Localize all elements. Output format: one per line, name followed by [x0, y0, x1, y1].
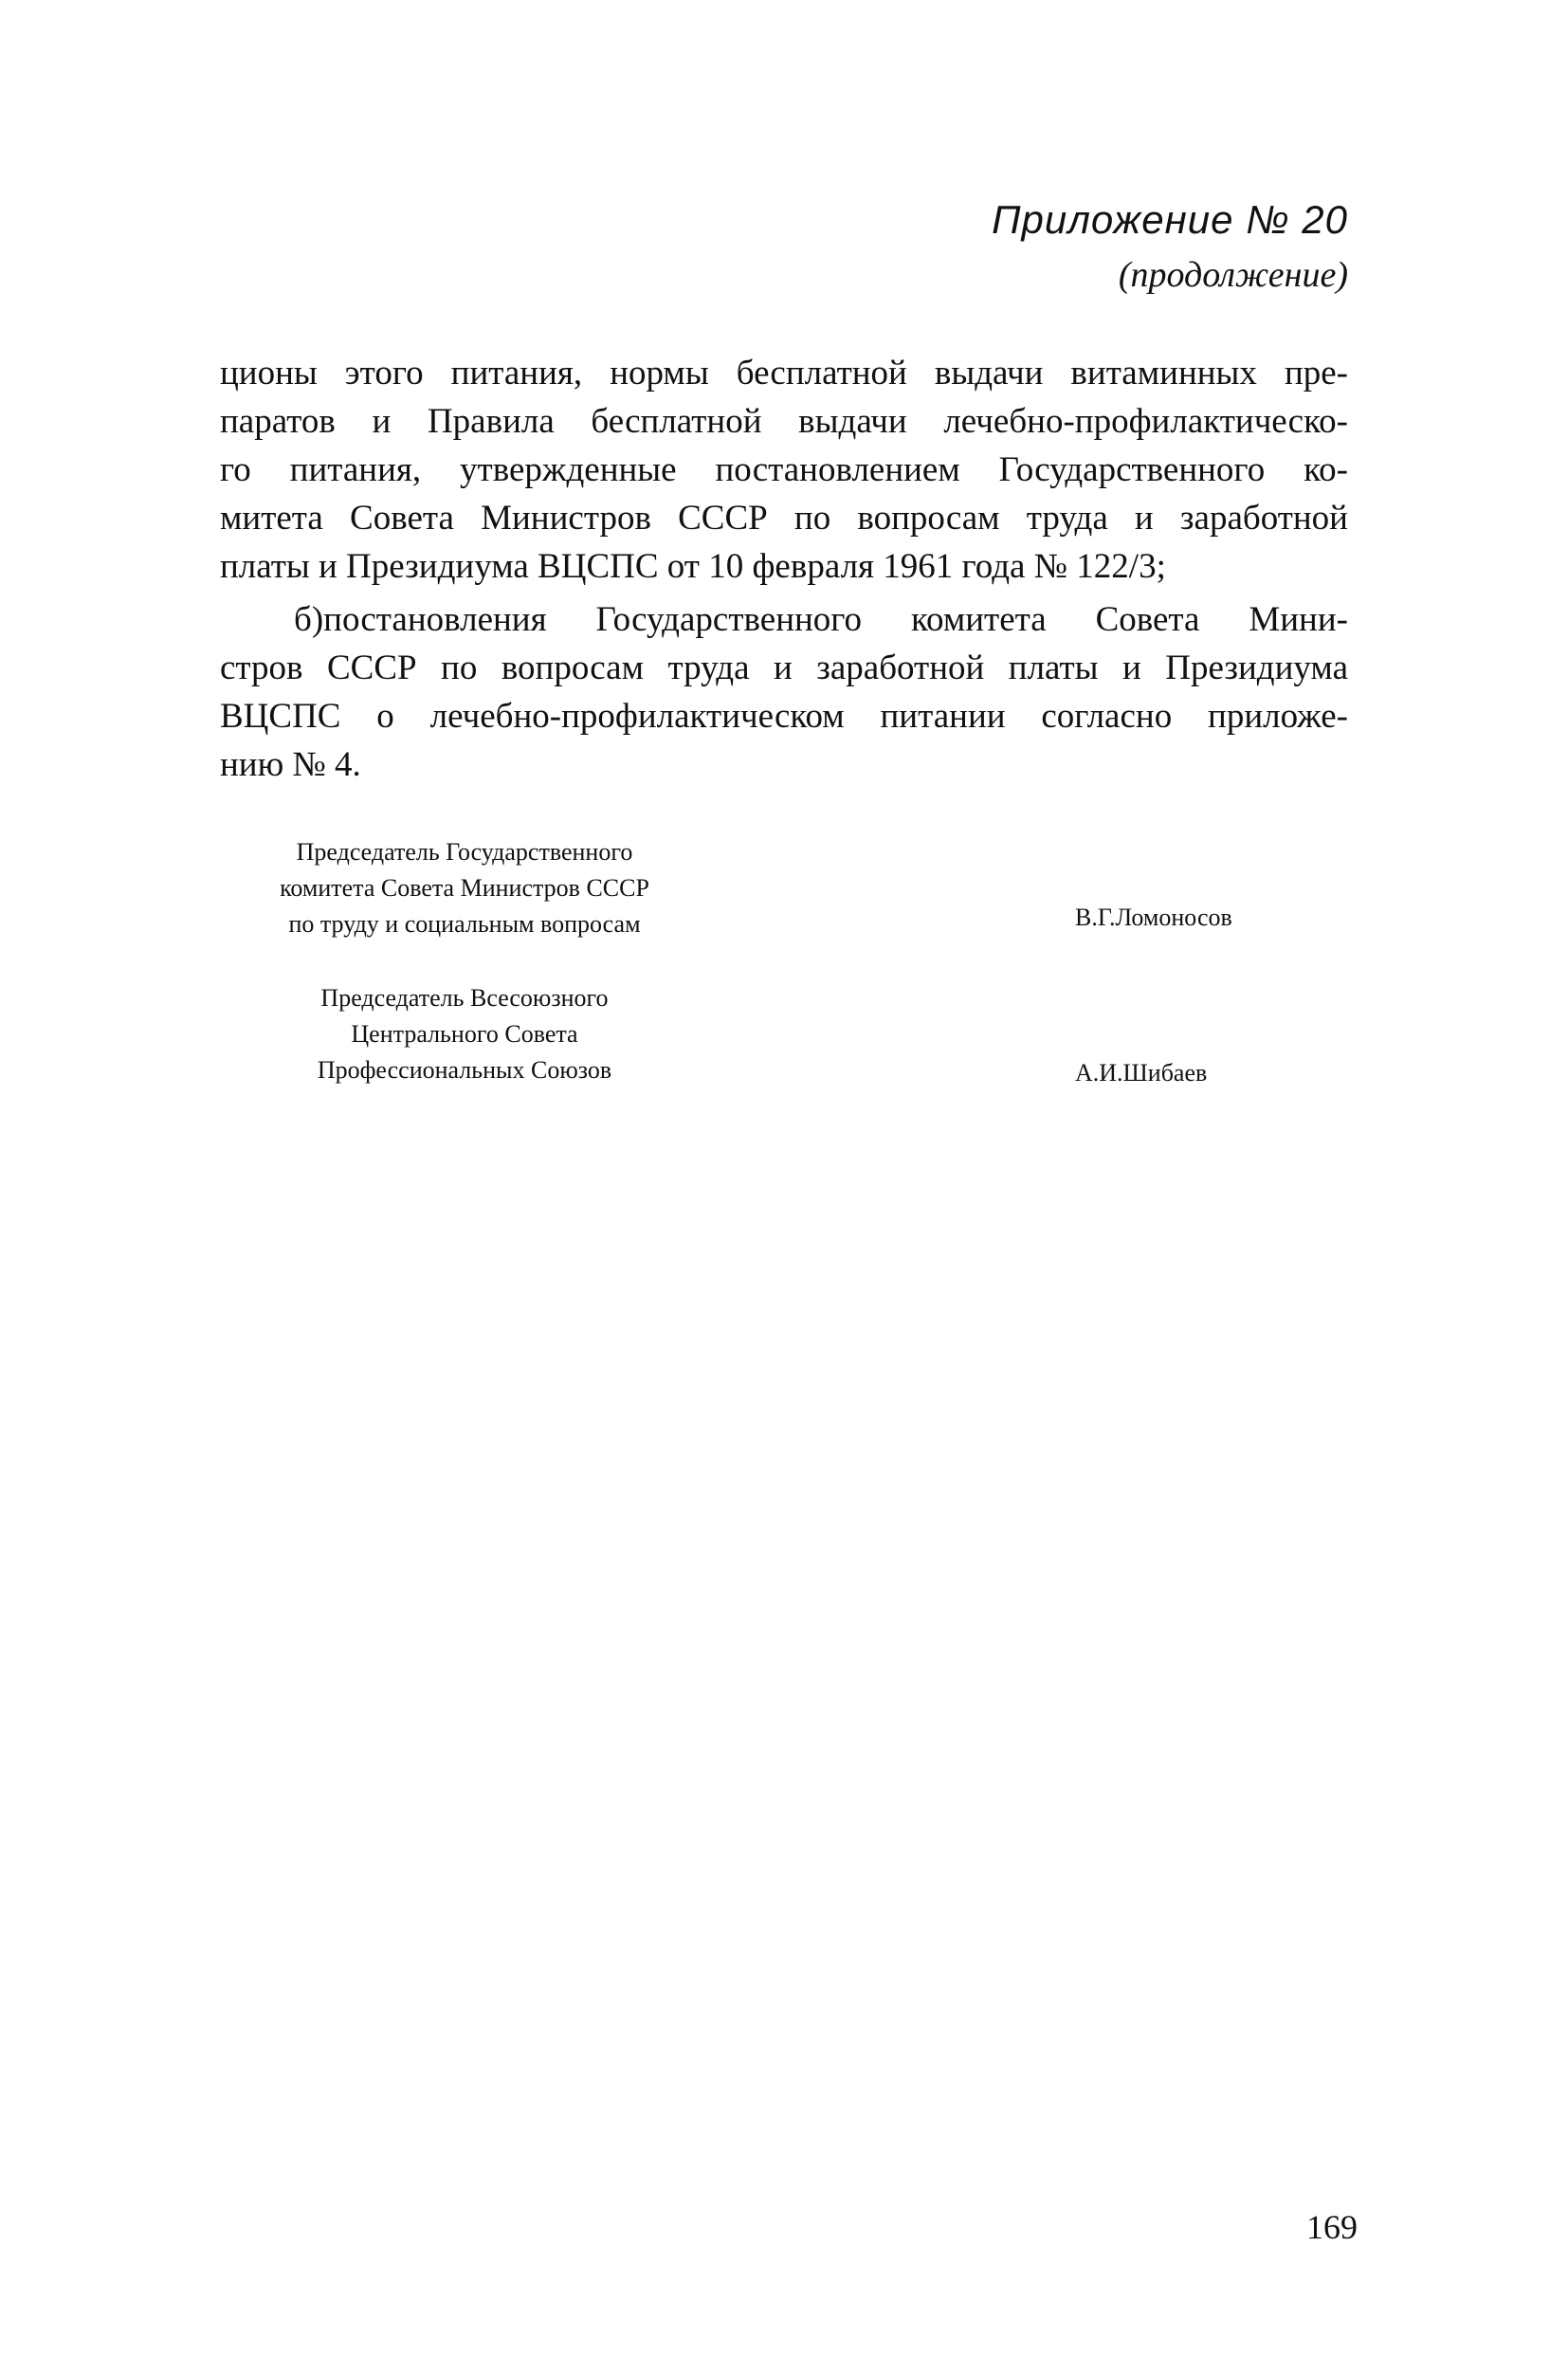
signatory-title-line: Председатель Всесоюзного — [320, 984, 609, 1012]
paragraph-continued — [220, 349, 1348, 591]
signatory-title-line: Профессиональных Союзов — [317, 1056, 612, 1084]
appendix-continuation: (продолжение) — [1118, 255, 1348, 295]
signatory-2-name: А.И.Шибаев — [1075, 1059, 1208, 1087]
paragraph-line: ционы этого питания, нормы бесплатной выдачи витаминных пре- — [220, 354, 1348, 393]
appendix-title: Приложение № 20 — [992, 197, 1348, 242]
paragraph-line: митета Совета Министров СССР по вопросам труда и заработной — [220, 499, 1348, 538]
signatory-title-line: комитета Совета Министров СССР — [280, 874, 649, 902]
paragraph-line: нию № 4. — [220, 745, 361, 784]
signatory-2-title — [218, 980, 711, 1088]
paragraph-line: платы и Президиума ВЦСПС от 10 февраля 1961 года № 122/3; — [220, 547, 1166, 586]
paragraph-line: б)постановления Государственного комитета Совета Мини- — [294, 600, 1348, 639]
paragraph-line: стров СССР по вопросам труда и заработной платы и Президиума — [220, 649, 1348, 687]
signatory-1-name: В.Г.Ломоносов — [1075, 904, 1232, 931]
signatory-title-line: по труду и социальным вопросам — [288, 910, 641, 938]
page-number: 169 — [1306, 2208, 1358, 2246]
paragraph-b — [220, 595, 1348, 789]
paragraph-line: го питания, утвержденные постановлением Государственного ко- — [220, 450, 1348, 489]
paragraph-line: паратов и Правила бесплатной выдачи лечебно-профилактическо- — [220, 402, 1348, 441]
signatory-title-line: Председатель Государственного — [296, 838, 633, 866]
paragraph-line: ВЦСПС о лечебно-профилактическом питании согласно приложе- — [220, 697, 1348, 736]
signatory-1-title — [218, 834, 711, 942]
signatory-title-line: Центрального Совета — [351, 1020, 578, 1048]
